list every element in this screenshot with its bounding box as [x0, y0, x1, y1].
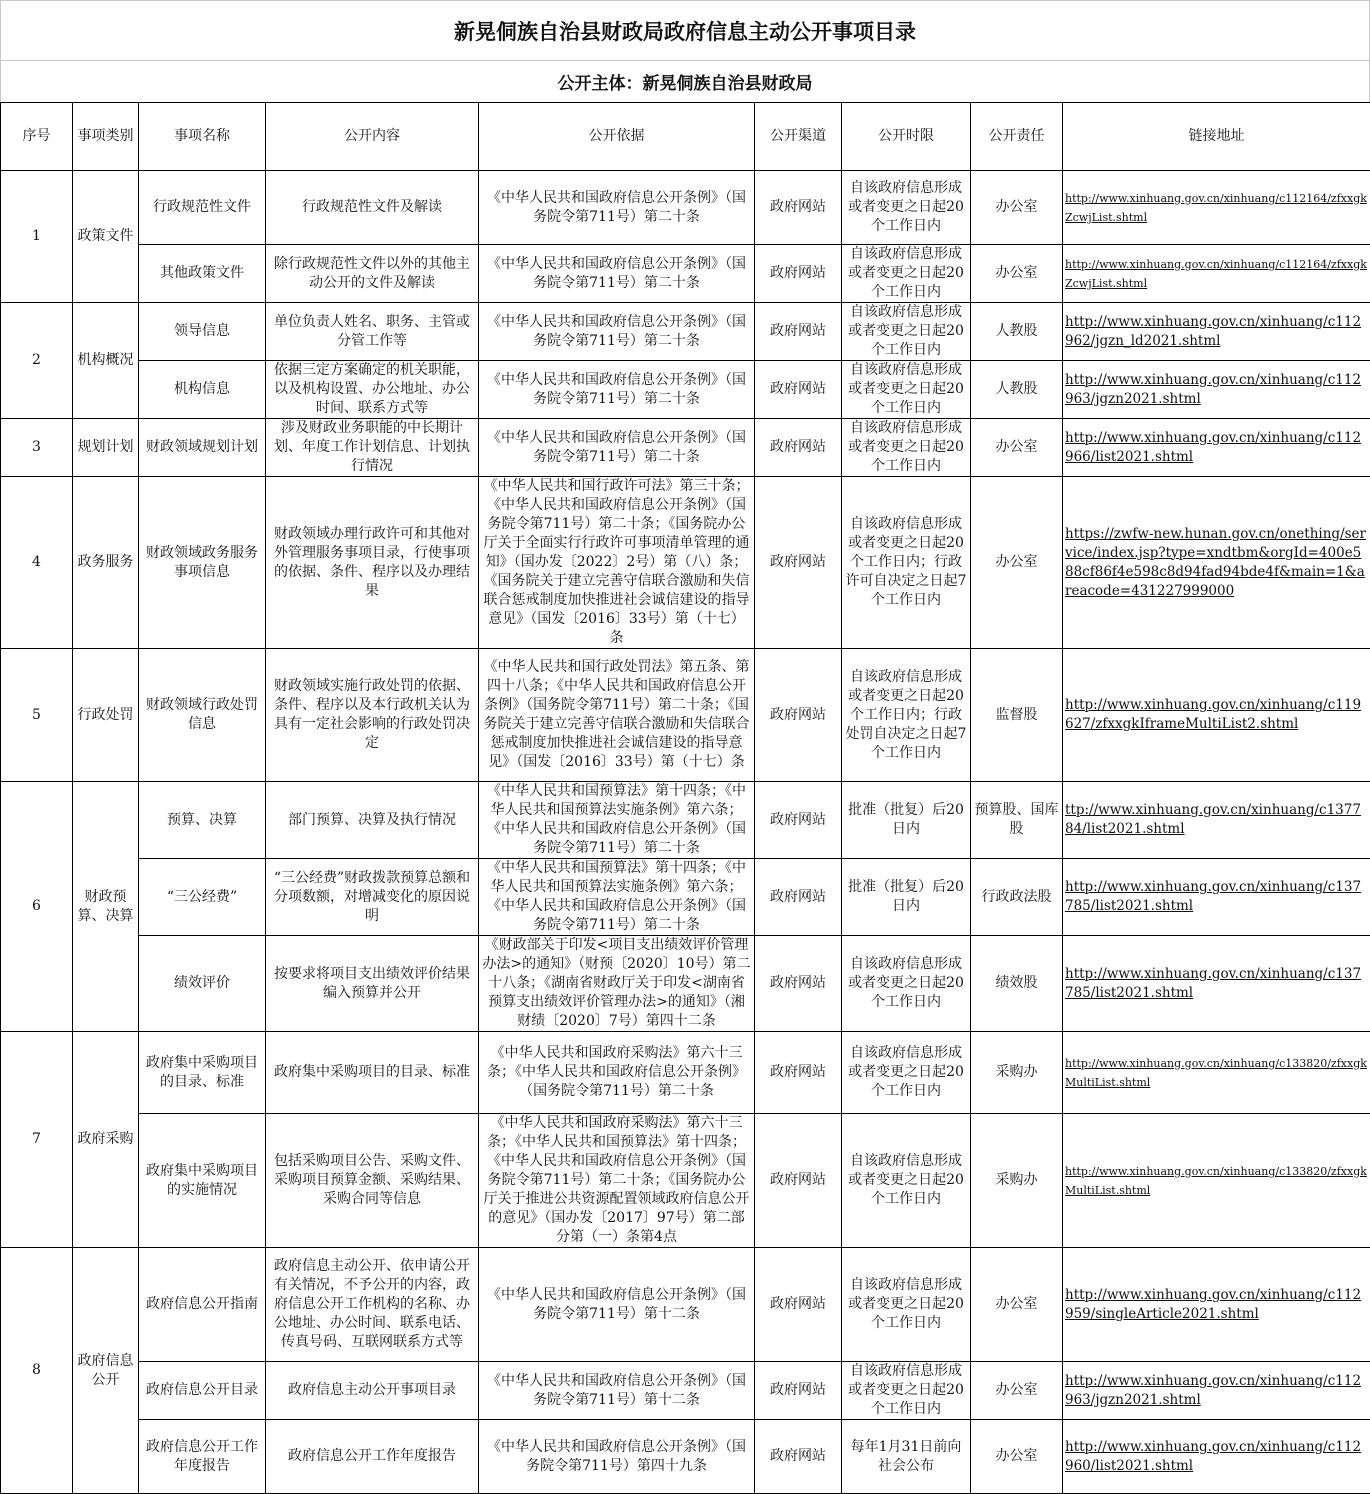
row-link[interactable]: http://www.xinhuang.gov.cn/xinhuang/c112966/list2021.shtml [1065, 430, 1361, 465]
row-channel: 政府网站 [755, 245, 842, 303]
table-row [1, 361, 1370, 419]
row-link[interactable]: http://www.xinhuang.gov.cn/xinhuang/c112959/singleArticle2021.shtml [1065, 1287, 1361, 1322]
row-channel: 政府网站 [755, 782, 842, 859]
row-content: 行政规范性文件及解读 [266, 171, 479, 245]
row-content: 涉及财政业务职能的中长期计划、年度工作计划信息、计划执行情况 [266, 419, 479, 477]
row-basis: 《中华人民共和国政府信息公开条例》（国务院令第711号）第二十条 [479, 171, 755, 245]
row-link-cell [1063, 171, 1370, 245]
row-content: 政府信息主动公开事项目录 [266, 1362, 479, 1420]
table-row [1, 419, 1370, 477]
row-link-cell [1063, 477, 1370, 649]
row-number: 8 [1, 1248, 73, 1494]
table-row [1, 477, 1370, 649]
row-time-limit: 批准（批复）后20日内 [842, 782, 971, 859]
row-link-cell [1063, 859, 1370, 936]
header-duty: 公开责任 [971, 103, 1063, 171]
row-time-limit: 自该政府信息形成或者变更之日起20个工作日内 [842, 1114, 971, 1248]
row-basis: 《中华人民共和国政府信息公开条例》（国务院令第711号）第二十条 [479, 245, 755, 303]
row-link-cell [1063, 361, 1370, 419]
row-channel: 政府网站 [755, 171, 842, 245]
row-content: 依据三定方案确定的机关职能，以及机构设置、办公地址、办公时间、联系方式等 [266, 361, 479, 419]
row-link-cell [1063, 936, 1370, 1032]
row-basis: 《中华人民共和国政府信息公开条例》（国务院令第711号）第十二条 [479, 1362, 755, 1420]
row-item-name: 机构信息 [139, 361, 266, 419]
row-responsibility: 行政政法股 [971, 859, 1063, 936]
row-responsibility: 预算股、国库股 [971, 782, 1063, 859]
row-basis: 《中华人民共和国政府信息公开条例》（国务院令第711号）第四十九条 [479, 1420, 755, 1494]
row-link[interactable]: ttp://www.xinhuang.gov.cn/xinhuang/c137784/list2021.shtml [1065, 802, 1361, 837]
row-link[interactable]: http://www.xinhuang.gov.cn/xinhuang/c112962/jgzn_ld2021.shtml [1065, 314, 1361, 349]
row-item-name: 政府集中采购项目的目录、标准 [139, 1032, 266, 1114]
row-number: 5 [1, 649, 73, 782]
row-content: 包括采购项目公告、采购文件、采购项目预算金额、采购结果、采购合同等信息 [266, 1114, 479, 1248]
row-time-limit: 自该政府信息形成或者变更之日起20个工作日内 [842, 303, 971, 361]
row-channel: 政府网站 [755, 477, 842, 649]
row-item-name: 政府集中采购项目的实施情况 [139, 1114, 266, 1248]
row-time-limit: 自该政府信息形成或者变更之日起20个工作日内 [842, 171, 971, 245]
row-item-name: 财政领域政务服务事项信息 [139, 477, 266, 649]
header-content: 公开内容 [266, 103, 479, 171]
table-row [1, 171, 1370, 245]
table-row [1, 1032, 1370, 1114]
row-item-name: “三公经费” [139, 859, 266, 936]
row-link[interactable]: http://www.xinhuang.gov.cn/xinhuang/c112164/zfxxgkZcwjList.shtml [1065, 192, 1367, 224]
row-time-limit: 自该政府信息形成或者变更之日起20个工作日内；行政处罚自决定之日起7个工作日内 [842, 649, 971, 782]
table-row [1, 303, 1370, 361]
header-category: 事项类别 [73, 103, 139, 171]
row-category: 财政预算、决算 [73, 782, 139, 1032]
row-link[interactable]: http://www.xinhuang.gov.cn/xinhuang/c119627/zfxxgkIframeMultiList2.shtml [1065, 697, 1361, 732]
row-category: 政策文件 [73, 171, 139, 303]
row-link[interactable]: http://www.xinhuang.gov.cn/xinhuang/c112963/jgzn2021.shtml [1065, 372, 1361, 407]
row-basis: 《中华人民共和国行政许可法》第三十条；《中华人民共和国政府信息公开条例》（国务院令第711号）第二十条；《国务院办公厅关于全面实行行政许可事项清单管理的通知》（国办发〔2022〕2号）第（八）条；《国务院关于建立完善守信联合激励和失信联合惩戒制度加快推进社会诚信建设的指导意见》（国发〔2016〕33号）第（十七）条 [479, 477, 755, 649]
row-item-name: 政府信息公开目录 [139, 1362, 266, 1420]
row-basis: 《中华人民共和国政府采购法》第六十三条；《中华人民共和国预算法》第十四条；《中华人民共和国政府信息公开条例》（国务院令第711号）第二十条；《国务院办公厅关于推进公共资源配置领域政府信息公开的意见》（国办发〔2017〕97号）第二部分第（一）条第4点 [479, 1114, 755, 1248]
row-responsibility: 办公室 [971, 419, 1063, 477]
page-subtitle: 公开主体：新晃侗族自治县财政局 [0, 60, 1370, 102]
page-title: 新晃侗族自治县财政局政府信息主动公开事项目录 [0, 0, 1370, 61]
row-content: 按要求将项目支出绩效评价结果编入预算并公开 [266, 936, 479, 1032]
row-responsibility: 人教股 [971, 303, 1063, 361]
header-limit: 公开时限 [842, 103, 971, 171]
row-number: 2 [1, 303, 73, 419]
row-link[interactable]: https://zwfw-new.hunan.gov.cn/onething/service/index.jsp?type=xndtbm&orgId=400e588cf86f4e598c8d94fad94bde4f&main=1&areacode=431227999000 [1065, 526, 1366, 599]
header-no: 序号 [1, 103, 73, 171]
row-item-name: 其他政策文件 [139, 245, 266, 303]
row-responsibility: 办公室 [971, 1420, 1063, 1494]
row-link[interactable]: http://www.xinhuang.gov.cn/xinhuang/c112164/zfxxgkZcwjList.shtml [1065, 258, 1367, 290]
row-link-cell [1063, 1248, 1370, 1362]
row-item-name: 领导信息 [139, 303, 266, 361]
row-content: 政府集中采购项目的目录、标准 [266, 1032, 479, 1114]
row-category: 行政处罚 [73, 649, 139, 782]
row-number: 3 [1, 419, 73, 477]
table-row [1, 1420, 1370, 1494]
row-number: 1 [1, 171, 73, 303]
row-basis: 《中华人民共和国政府信息公开条例》（国务院令第711号）第二十条 [479, 303, 755, 361]
row-responsibility: 办公室 [971, 171, 1063, 245]
row-responsibility: 人教股 [971, 361, 1063, 419]
row-content: 财政领域实施行政处罚的依据、条件、程序以及本行政机关认为具有一定社会影响的行政处罚决定 [266, 649, 479, 782]
row-category: 机构概况 [73, 303, 139, 419]
row-link-cell [1063, 303, 1370, 361]
row-time-limit: 自该政府信息形成或者变更之日起20个工作日内；行政许可自决定之日起7个工作日内 [842, 477, 971, 649]
row-basis: 《中华人民共和国行政处罚法》第五条、第四十八条；《中华人民共和国政府信息公开条例》（国务院令第711号）第二十条；《国务院关于建立完善守信联合激励和失信联合惩戒制度加快推进社会诚信建设的指导意见》（国发〔2016〕33号）第（十七）条 [479, 649, 755, 782]
row-responsibility: 监督股 [971, 649, 1063, 782]
row-content: 政府信息主动公开、依申请公开有关情况，不予公开的内容，政府信息公开工作机构的名称、办公地址、办公时间、联系电话、传真号码、互联网联系方式等 [266, 1248, 479, 1362]
row-content: 部门预算、决算及执行情况 [266, 782, 479, 859]
row-link[interactable]: http://www.xinhuang.gov.cn/xinhuang/c112960/list2021.shtml [1065, 1439, 1361, 1474]
row-channel: 政府网站 [755, 1420, 842, 1494]
row-link[interactable]: http://www.xinhuang.gov.cn/xinhuang/c137785/list2021.shtml [1065, 879, 1361, 914]
row-category: 政府信息公开 [73, 1248, 139, 1494]
row-channel: 政府网站 [755, 1248, 842, 1362]
row-number: 6 [1, 782, 73, 1032]
row-responsibility: 办公室 [971, 245, 1063, 303]
row-link[interactable]: http://www.xinhuang.gov.cn/xinhuang/c137785/list2021.shtml [1065, 966, 1361, 1001]
table-row [1, 245, 1370, 303]
row-category: 规划计划 [73, 419, 139, 477]
row-content: 政府信息公开工作年度报告 [266, 1420, 479, 1494]
row-item-name: 绩效评价 [139, 936, 266, 1032]
row-item-name: 财政领域行政处罚信息 [139, 649, 266, 782]
row-channel: 政府网站 [755, 1362, 842, 1420]
row-link[interactable]: http://www.xinhuang.gov.cn/xinhuang/c112963/jgzn2021.shtml [1065, 1373, 1361, 1408]
row-link-cell [1063, 419, 1370, 477]
row-channel: 政府网站 [755, 361, 842, 419]
row-channel: 政府网站 [755, 1032, 842, 1114]
row-item-name: 政府信息公开工作年度报告 [139, 1420, 266, 1494]
row-link[interactable]: http://www.xinhuang.gov.cn/xinhuang/c133820/zfxxgkMultiList.shtml [1065, 1057, 1367, 1089]
row-responsibility: 采购办 [971, 1114, 1063, 1248]
row-link-cell [1063, 1114, 1370, 1248]
row-responsibility: 办公室 [971, 477, 1063, 649]
row-time-limit: 自该政府信息形成或者变更之日起20个工作日内 [842, 1032, 971, 1114]
row-responsibility: 办公室 [971, 1362, 1063, 1420]
row-time-limit: 自该政府信息形成或者变更之日起20个工作日内 [842, 936, 971, 1032]
row-link-cell [1063, 1362, 1370, 1420]
row-link-cell [1063, 1420, 1370, 1494]
row-time-limit: 自该政府信息形成或者变更之日起20个工作日内 [842, 419, 971, 477]
header-name: 事项名称 [139, 103, 266, 171]
header-channel: 公开渠道 [755, 103, 842, 171]
row-time-limit: 自该政府信息形成或者变更之日起20个工作日内 [842, 361, 971, 419]
table-row [1, 649, 1370, 782]
row-time-limit: 自该政府信息形成或者变更之日起20个工作日内 [842, 1362, 971, 1420]
row-time-limit: 自该政府信息形成或者变更之日起20个工作日内 [842, 1248, 971, 1362]
row-item-name: 行政规范性文件 [139, 171, 266, 245]
row-content: “三公经费”财政拨款预算总额和分项数额，对增减变化的原因说明 [266, 859, 479, 936]
row-link-cell [1063, 649, 1370, 782]
header-basis: 公开依据 [479, 103, 755, 171]
row-link-cell [1063, 782, 1370, 859]
row-number: 7 [1, 1032, 73, 1248]
row-basis: 《财政部关于印发<项目支出绩效评价管理办法>的通知》（财预〔2020〕10号）第二十八条；《湖南省财政厅关于印发<湖南省预算支出绩效评价管理办法>的通知》（湘财绩〔2020〕7号）第四十二条 [479, 936, 755, 1032]
row-link[interactable]: http://www.xinhuang.gov.cn/xinhuang/c133820/zfxxgkMultiList.shtml [1065, 1165, 1367, 1197]
row-number: 4 [1, 477, 73, 649]
table-row [1, 782, 1370, 859]
row-channel: 政府网站 [755, 649, 842, 782]
catalog-table [0, 102, 1370, 1494]
row-link-cell [1063, 245, 1370, 303]
header-link: 链接地址 [1063, 103, 1370, 171]
row-content: 单位负责人姓名、职务、主管或分管工作等 [266, 303, 479, 361]
row-link-cell [1063, 1032, 1370, 1114]
row-responsibility: 采购办 [971, 1032, 1063, 1114]
row-basis: 《中华人民共和国政府采购法》第六十三条；《中华人民共和国政府信息公开条例》（国务院令第711号）第二十条 [479, 1032, 755, 1114]
row-responsibility: 办公室 [971, 1248, 1063, 1362]
row-item-name: 预算、决算 [139, 782, 266, 859]
table-row [1, 859, 1370, 936]
row-basis: 《中华人民共和国预算法》第十四条；《中华人民共和国预算法实施条例》第六条；《中华人民共和国政府信息公开条例》（国务院令第711号）第二十条 [479, 859, 755, 936]
row-basis: 《中华人民共和国政府信息公开条例》（国务院令第711号）第二十条 [479, 361, 755, 419]
row-channel: 政府网站 [755, 303, 842, 361]
row-channel: 政府网站 [755, 1114, 842, 1248]
row-basis: 《中华人民共和国政府信息公开条例》（国务院令第711号）第十二条 [479, 1248, 755, 1362]
row-category: 政府采购 [73, 1032, 139, 1248]
row-channel: 政府网站 [755, 936, 842, 1032]
row-channel: 政府网站 [755, 419, 842, 477]
header-row [1, 103, 1370, 171]
row-time-limit: 自该政府信息形成或者变更之日起20个工作日内 [842, 245, 971, 303]
table-row [1, 936, 1370, 1032]
row-basis: 《中华人民共和国预算法》第十四条；《中华人民共和国预算法实施条例》第六条；《中华人民共和国政府信息公开条例》（国务院令第711号）第二十条 [479, 782, 755, 859]
table-row [1, 1362, 1370, 1420]
row-channel: 政府网站 [755, 859, 842, 936]
row-content: 财政领域办理行政许可和其他对外管理服务事项目录，行使事项的依据、条件、程序以及办理结果 [266, 477, 479, 649]
row-content: 除行政规范性文件以外的其他主动公开的文件及解读 [266, 245, 479, 303]
row-item-name: 财政领域规划计划 [139, 419, 266, 477]
row-responsibility: 绩效股 [971, 936, 1063, 1032]
table-row [1, 1114, 1370, 1248]
row-time-limit: 批准（批复）后20日内 [842, 859, 971, 936]
row-item-name: 政府信息公开指南 [139, 1248, 266, 1362]
row-basis: 《中华人民共和国政府信息公开条例》（国务院令第711号）第二十条 [479, 419, 755, 477]
row-category: 政务服务 [73, 477, 139, 649]
row-time-limit: 每年1月31日前向社会公布 [842, 1420, 971, 1494]
table-row [1, 1248, 1370, 1362]
